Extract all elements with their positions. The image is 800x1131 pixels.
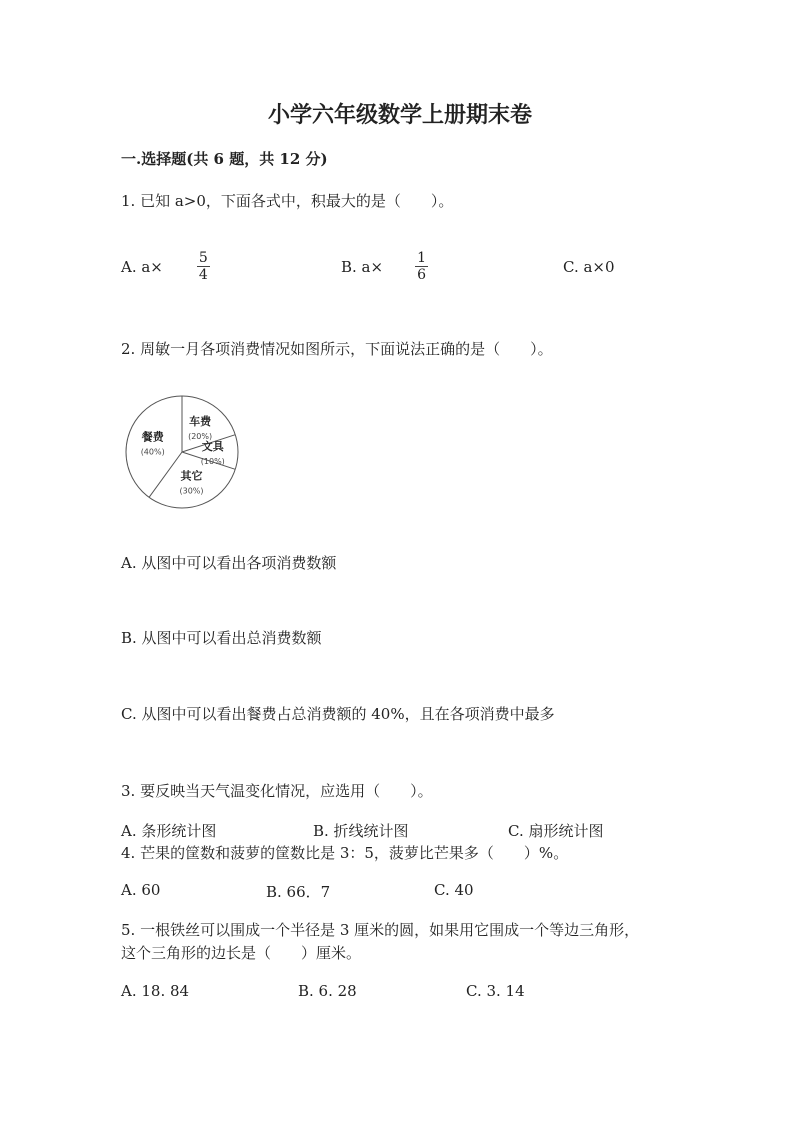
question-1-option-b: [341, 250, 428, 283]
question-4-option-b: B. 66．7: [266, 883, 331, 901]
question-4-stem: 4. 芒果的筐数和菠萝的筐数比是 3：5，菠萝比芒果多（ ）%。: [121, 844, 569, 862]
pie-category-label: 餐费: [141, 430, 164, 444]
question-2-option-c: C. 从图中可以看出餐费占总消费额的 40%，且在各项消费中最多: [121, 705, 555, 723]
fraction-denominator: 6: [417, 267, 426, 283]
fraction-5-4: [197, 250, 210, 283]
option-b-label: B. a×: [341, 257, 384, 276]
question-4-option-c: C. 40: [434, 881, 474, 899]
question-2-option-b: B. 从图中可以看出总消费数额: [121, 629, 322, 647]
question-1-option-a: [121, 250, 210, 283]
pie-value-label: (30%): [179, 486, 204, 496]
fraction-numerator: 1: [417, 250, 426, 266]
question-5-option-b: B. 6. 28: [298, 982, 357, 1000]
page-title: 小学六年级数学上册期末卷: [267, 102, 532, 128]
question-3-option-a: A. 条形统计图: [121, 822, 217, 840]
pie-value-label: (10%): [200, 457, 225, 466]
question-2-option-a: A. 从图中可以看出各项消费数额: [121, 554, 337, 572]
pie-category-label: 其它: [180, 469, 203, 483]
question-1-option-c: C. a×0: [563, 258, 615, 276]
pie-chart: [115, 390, 250, 515]
pie-value-label: (20%): [188, 432, 213, 442]
fraction-1-6: [415, 250, 428, 283]
pie-value-label: (40%): [140, 447, 165, 457]
fraction-numerator: 5: [198, 250, 208, 266]
question-5-option-c: C. 3. 14: [466, 982, 525, 1000]
question-4-option-a: A. 60: [121, 881, 161, 899]
question-3-option-b: B. 折线统计图: [313, 822, 409, 840]
question-3-option-c: C. 扇形统计图: [508, 822, 604, 840]
question-3-stem: 3. 要反映当天气温变化情况，应选用（ ）。: [121, 782, 433, 800]
pie-category-label: 车费: [189, 415, 212, 429]
question-1-stem: 1. 已知 a>0，下面各式中，积最大的是（ ）。: [121, 192, 454, 210]
fraction-denominator: 4: [198, 267, 208, 283]
question-2-stem: 2. 周敏一月各项消费情况如图所示，下面说法正确的是（ ）。: [121, 340, 553, 358]
section-heading: 一.选择题(共 6 题，共 12 分): [121, 150, 328, 168]
question-5-stem-line-1: 5. 一根铁丝可以围成一个半径是 3 厘米的圆，如果用它围成一个等边三角形，: [121, 921, 640, 939]
option-a-label: A. a×: [121, 257, 163, 276]
question-5-stem-line-2: 这个三角形的边长是（ ）厘米。: [121, 944, 362, 962]
pie-category-label: 文具: [201, 440, 224, 453]
question-5-option-a: A. 18. 84: [121, 982, 190, 1000]
